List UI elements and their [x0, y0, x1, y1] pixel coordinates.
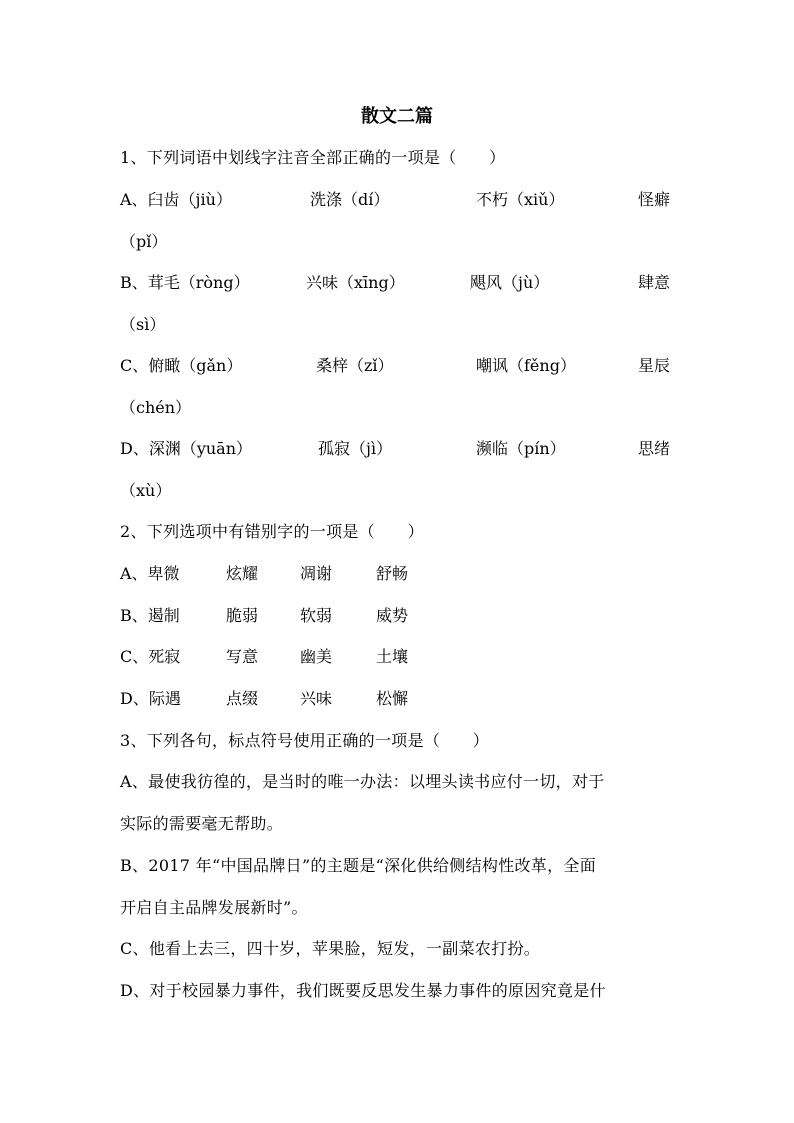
option-word: 土壤	[376, 647, 409, 666]
option-word: 舒畅	[376, 564, 409, 583]
q3-option-a: A、最使我彷徨的，是当时的唯一办法：以埋头读书应付一切，对于	[120, 772, 605, 791]
option-word: 幽美	[300, 647, 333, 666]
page-title: 散文二篇	[361, 106, 433, 127]
option-word: 松懈	[376, 689, 409, 708]
option-word: 兴味	[300, 689, 333, 708]
question-3-stem: 3、下列各句，标点符号使用正确的一项是（ ）	[120, 731, 490, 750]
q3-option-c: C、他看上去三，四十岁，苹果脸，短发，一副菜农打扮。	[120, 939, 541, 958]
option-word: 威势	[376, 606, 409, 625]
q1-option-a-wrap: （pǐ）	[120, 232, 168, 251]
q3-option-b: B、2017 年“中国品牌日”的主题是“深化供给侧结构性改革，全面	[120, 856, 597, 875]
option-term: C、俯瞰（gǎn）	[120, 356, 243, 375]
option-word: C、死寂	[120, 647, 181, 666]
option-word: 点缀	[226, 689, 259, 708]
option-word: D、际遇	[120, 689, 181, 708]
question-1-stem: 1、下列词语中划线字注音全部正确的一项是（ ）	[120, 148, 506, 167]
option-word: 炫耀	[226, 564, 259, 583]
option-term: 桑梓（zǐ）	[316, 356, 394, 375]
option-word: 软弱	[300, 606, 333, 625]
option-term: 星辰	[638, 356, 671, 375]
q1-option-d-wrap: （xù）	[120, 481, 172, 500]
q1-option-c-wrap: （chén）	[120, 398, 192, 417]
option-term: 洗涤（dí）	[310, 190, 390, 209]
option-word: 凋谢	[300, 564, 333, 583]
option-term: B、茸毛（ròng）	[120, 273, 250, 292]
option-term: 不朽（xiǔ）	[476, 190, 565, 209]
option-term: 嘲讽（fěng）	[476, 356, 576, 375]
option-word: B、遏制	[120, 606, 180, 625]
option-term: D、深渊（yuān）	[120, 439, 253, 458]
option-term: 孤寂（jì）	[318, 439, 393, 458]
q3-option-a-cont: 实际的需要毫无帮助。	[120, 814, 284, 833]
option-term: 思绪	[638, 439, 671, 458]
option-term: 肆意	[638, 273, 671, 292]
option-term: 怪癖	[638, 190, 671, 209]
option-word: 脆弱	[226, 606, 259, 625]
q1-option-b-wrap: （sì）	[120, 315, 166, 334]
option-term: 濒临（pín）	[476, 439, 566, 458]
option-term: 兴味（xīng）	[306, 273, 405, 292]
q3-option-b-cont: 开启自主品牌发展新时”。	[120, 898, 308, 917]
option-term: A、臼齿（jiù）	[120, 190, 232, 209]
question-2-stem: 2、下列选项中有错别字的一项是（ ）	[120, 522, 424, 541]
option-word: A、卑微	[120, 564, 180, 583]
option-word: 写意	[226, 647, 259, 666]
option-term: 飓风（jù）	[470, 273, 550, 292]
q3-option-d: D、对于校园暴力事件，我们既要反思发生暴力事件的原因究竟是什	[120, 981, 606, 1000]
